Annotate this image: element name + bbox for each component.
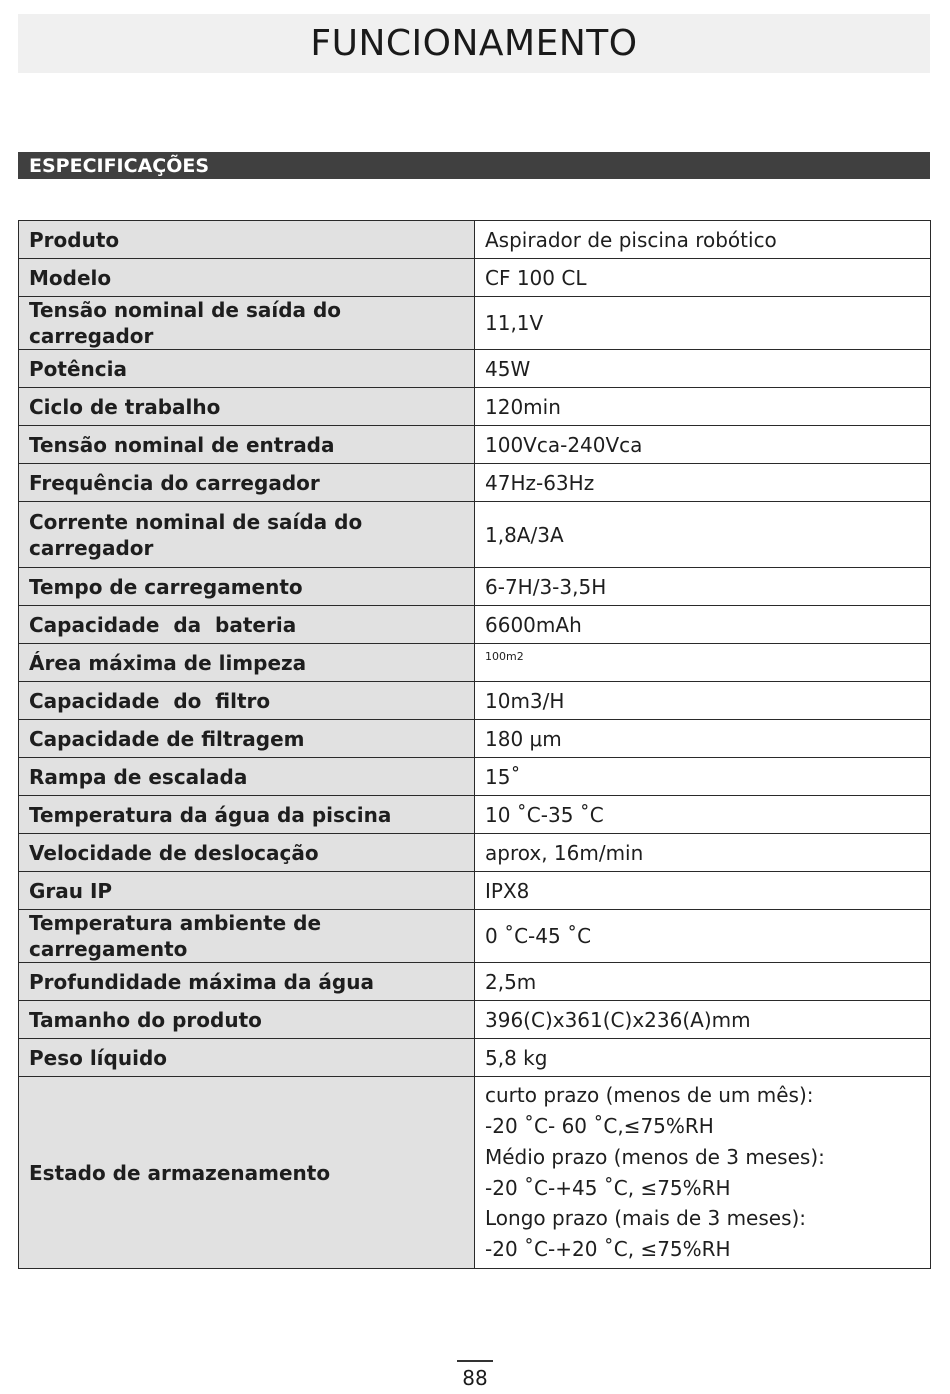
spec-row-product-size <box>19 1001 931 1039</box>
page-number: 88 <box>462 1366 488 1390</box>
spec-row-cleaning-area <box>19 644 931 682</box>
spec-row-power <box>19 350 931 388</box>
spec-row-output-current <box>19 502 931 568</box>
page-title: FUNCIONAMENTO <box>310 23 638 64</box>
spec-value: CF 100 CL <box>475 259 931 297</box>
spec-value: 15˚ <box>475 758 931 796</box>
spec-label: Modelo <box>19 259 475 297</box>
spec-value: 6600mAh <box>475 606 931 644</box>
spec-row-speed <box>19 834 931 872</box>
spec-row-filtration <box>19 720 931 758</box>
spec-row-charging-time <box>19 568 931 606</box>
spec-value: 11,1V <box>475 297 931 350</box>
spec-value: 6-7H/3-3,5H <box>475 568 931 606</box>
spec-row-modelo <box>19 259 931 297</box>
spec-row-water-temperature <box>19 796 931 834</box>
spec-value: IPX8 <box>475 872 931 910</box>
spec-label: Frequência do carregador <box>19 464 475 502</box>
spec-label: Grau IP <box>19 872 475 910</box>
spec-label: Estado de armazenamento <box>19 1077 475 1269</box>
spec-value: 10m3/H <box>475 682 931 720</box>
footer-rule <box>457 1360 493 1362</box>
spec-label: Área máxima de limpeza <box>19 644 475 682</box>
spec-label: Profundidade máxima da água <box>19 963 475 1001</box>
spec-value: 5,8 kg <box>475 1039 931 1077</box>
spec-label: Rampa de escalada <box>19 758 475 796</box>
spec-label: Corrente nominal de saída do carregador <box>19 502 475 568</box>
spec-row-ip-grade <box>19 872 931 910</box>
spec-value: 100m2 <box>475 644 931 682</box>
spec-label: Tensão nominal de entrada <box>19 426 475 464</box>
spec-row-net-weight <box>19 1039 931 1077</box>
spec-row-max-depth <box>19 963 931 1001</box>
spec-label: Capacidade da bateria <box>19 606 475 644</box>
spec-value: 2,5m <box>475 963 931 1001</box>
spec-label: Temperatura ambiente de carregamento <box>19 910 475 963</box>
spec-value: 100Vca-240Vca <box>475 426 931 464</box>
spec-label: Temperatura da água da piscina <box>19 796 475 834</box>
spec-label: Capacidade de filtragem <box>19 720 475 758</box>
spec-row-charging-ambient-temperature <box>19 910 931 963</box>
storage-line: -20 ˚C-+20 ˚C, ≤75%RH <box>485 1237 731 1262</box>
spec-row-work-cycle <box>19 388 931 426</box>
spec-label: Tamanho do produto <box>19 1001 475 1039</box>
specifications-table <box>18 220 931 1269</box>
spec-value: aprox, 16m/min <box>475 834 931 872</box>
storage-line: -20 ˚C-+45 ˚C, ≤75%RH <box>485 1175 731 1200</box>
spec-label: Potência <box>19 350 475 388</box>
storage-line: curto prazo (menos de um mês): <box>485 1083 814 1108</box>
spec-label: Capacidade do filtro <box>19 682 475 720</box>
spec-row-climbing-ramp <box>19 758 931 796</box>
spec-label: Tempo de carregamento <box>19 568 475 606</box>
spec-value: 180 μm <box>475 720 931 758</box>
spec-row-battery-capacity <box>19 606 931 644</box>
spec-row-filter-capacity <box>19 682 931 720</box>
spec-value: 45W <box>475 350 931 388</box>
spec-row-charger-frequency <box>19 464 931 502</box>
spec-row-output-voltage <box>19 297 931 350</box>
spec-row-produto <box>19 221 931 259</box>
spec-value: 10 ˚C-35 ˚C <box>475 796 931 834</box>
section-header <box>18 152 930 179</box>
spec-value: 47Hz-63Hz <box>475 464 931 502</box>
spec-value: 0 ˚C-45 ˚C <box>475 910 931 963</box>
spec-label: Peso líquido <box>19 1039 475 1077</box>
spec-row-storage <box>19 1077 931 1269</box>
spec-label: Ciclo de trabalho <box>19 388 475 426</box>
spec-value: Aspirador de piscina robótico <box>475 221 931 259</box>
spec-value: 120min <box>475 388 931 426</box>
spec-row-input-voltage <box>19 426 931 464</box>
storage-line: -20 ˚C- 60 ˚C,≤75%RH <box>485 1113 714 1138</box>
storage-conditions <box>475 1077 931 1269</box>
page-footer <box>0 1360 950 1390</box>
storage-line: Longo prazo (mais de 3 meses): <box>485 1206 807 1231</box>
section-title: ESPECIFICAÇÕES <box>29 154 210 177</box>
spec-label: Produto <box>19 221 475 259</box>
storage-line: Médio prazo (menos de 3 meses): <box>485 1144 825 1169</box>
spec-value: 396(C)x361(C)x236(A)mm <box>475 1001 931 1039</box>
page-header <box>18 14 930 73</box>
spec-label: Velocidade de deslocação <box>19 834 475 872</box>
spec-label: Tensão nominal de saída do carregador <box>19 297 475 350</box>
spec-value: 1,8A/3A <box>475 502 931 568</box>
